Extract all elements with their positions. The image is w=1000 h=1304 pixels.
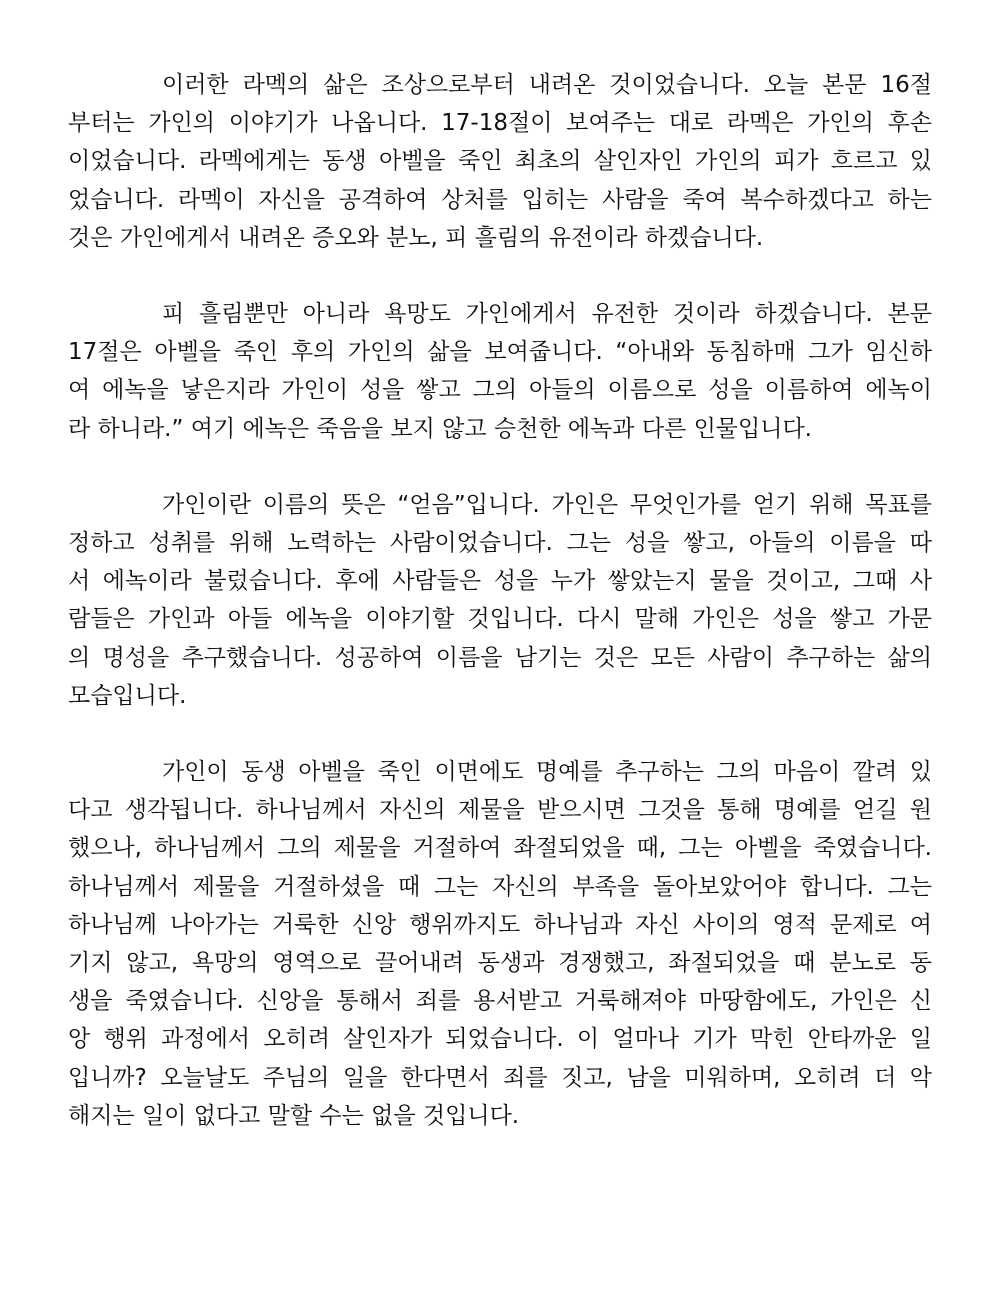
- paragraph-3: [68, 486, 932, 715]
- text-line: 의 명성을 추구했습니다. 성공하여 이름을 남기는 것은 모든 사람이 추구하는 삶의: [68, 644, 932, 671]
- text-line: 이러한 라멕의 삶은 조상으로부터 내려온 것이었습니다. 오늘 본문 16절: [162, 72, 932, 98]
- text-line: 람들은 가인과 아들 에녹을 이야기할 것입니다. 다시 말해 가인은 성을 쌓고 가문: [68, 606, 932, 633]
- text-line: 하나님께서 제물을 거절하셨을 때 그는 자신의 부족을 돌아보았어야 합니다. 그는: [68, 873, 932, 900]
- text-line: 피 흘림뿐만 아니라 욕망도 가인에게서 유전한 것이라 하겠습니다. 본문: [162, 301, 932, 328]
- text-line: 가인이란 이름의 뜻은 “얻음”입니다. 가인은 무엇인가를 얻기 위해 목표를: [162, 491, 932, 518]
- text-line: 하나님께 나아가는 거룩한 신앙 행위까지도 하나님과 자신 사이의 영적 문제로 여: [68, 911, 932, 938]
- text-line: 이었습니다. 라멕에게는 동생 아벨을 죽인 최초의 살인자인 가인의 피가 흐르고 있: [68, 148, 932, 175]
- text-line: 다고 생각됩니다. 하나님께서 자신의 제물을 받으시면 그것을 통해 명예를 얻길 원: [68, 797, 932, 824]
- text-line: 앙 행위 과정에서 오히려 살인자가 되었습니다. 이 얼마나 기가 막힌 안타까운 일: [68, 1026, 932, 1053]
- document-body: [68, 66, 932, 1173]
- text-line: 17절은 아벨을 죽인 후의 가인의 삶을 보여줍니다. “아내와 동침하매 그가 임신하: [68, 339, 932, 366]
- text-line: 여 에녹을 낳은지라 가인이 성을 쌓고 그의 아들의 이름으로 성을 이름하여 에녹이: [68, 377, 932, 404]
- text-line: 것은 가인에게서 내려온 증오와 분노, 피 흘림의 유전이라 하겠습니다.: [68, 224, 764, 251]
- text-line: 입니까? 오늘날도 주님의 일을 한다면서 죄를 짓고, 남을 미워하며, 오히려 더 악: [68, 1064, 932, 1091]
- text-line: 서 에녹이라 불렀습니다. 후에 사람들은 성을 누가 쌓았는지 물을 것이고, 그때 사: [68, 568, 932, 595]
- text-line: 가인이 동생 아벨을 죽인 이면에도 명예를 추구하는 그의 마음이 깔려 있: [162, 759, 932, 786]
- paragraph-4: [68, 753, 932, 1135]
- text-line: 모습입니다.: [68, 682, 187, 709]
- text-line: 부터는 가인의 이야기가 나옵니다. 17-18절이 보여주는 대로 라멕은 가인의 후손: [68, 110, 932, 137]
- text-line: 생을 죽였습니다. 신앙을 통해서 죄를 용서받고 거룩해져야 마땅함에도, 가인은 신: [68, 988, 932, 1015]
- paragraph-2: [68, 295, 932, 448]
- text-line: 정하고 성취를 위해 노력하는 사람이었습니다. 그는 성을 쌓고, 아들의 이름을 따: [68, 530, 932, 557]
- text-line: 었습니다. 라멕이 자신을 공격하여 상처를 입히는 사람을 죽여 복수하겠다고 하는: [68, 186, 932, 213]
- text-line: 해지는 일이 없다고 말할 수는 없을 것입니다.: [68, 1102, 520, 1129]
- text-line: 했으나, 하나님께서 그의 제물을 거절하여 좌절되었을 때, 그는 아벨을 죽였습니다.: [68, 835, 932, 862]
- text-line: 라 하니라.” 여기 에녹은 죽음을 보지 않고 승천한 에녹과 다른 인물입니다.: [68, 415, 812, 442]
- paragraph-1: [68, 66, 932, 257]
- text-line: 기지 않고, 욕망의 영역으로 끌어내려 동생과 경쟁했고, 좌절되었을 때 분노로 동: [68, 950, 932, 977]
